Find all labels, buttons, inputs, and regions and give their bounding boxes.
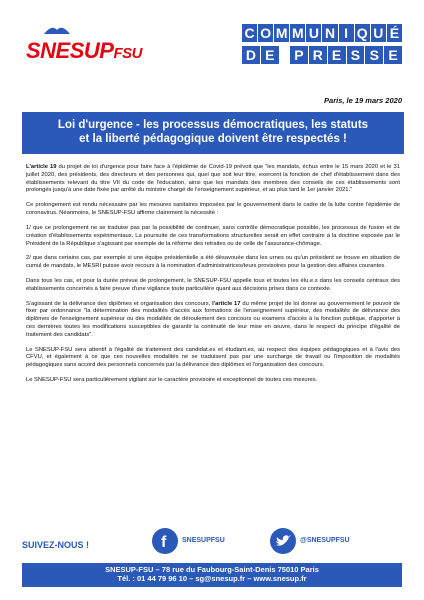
follow-us-label: SUIVEZ-NOUS ! [22, 540, 90, 550]
press-letter: M [291, 25, 304, 41]
flame-icon [42, 24, 72, 36]
press-letter: Q [355, 24, 370, 42]
press-letter: S [365, 46, 383, 64]
press-letter: M [275, 25, 288, 41]
page-title [22, 112, 404, 154]
press-letter [280, 46, 289, 64]
release-date: Paris, le 19 mars 2020 [324, 96, 402, 105]
press-letter: E [261, 46, 279, 64]
press-release-body [26, 164, 400, 392]
press-letter: U [306, 24, 321, 42]
facebook-link[interactable]: SNESUPFSU [182, 537, 225, 544]
press-release-header [242, 24, 402, 68]
press-letter: I [339, 24, 354, 42]
snesup-logo [22, 24, 140, 76]
svg-text:f: f [161, 534, 167, 549]
press-letter: É [387, 24, 402, 42]
logo-main-text: SNESUP [26, 38, 114, 63]
facebook-icon[interactable] [152, 528, 178, 554]
press-letter: E [328, 46, 346, 64]
paragraph: L'article 19 du projet de loi d'urgence pour faire face à l'épidémie de Covid-19 prévoit que "les mandats, échus entre le 15 mars 2020 et le 31 juillet 2020, des présidents, des directeurs et des personnes qui, quel que soit leur titre, exercent la fonction de chef d'établissement dans des établissements relevant du titre VII du code de l'éducation, ainsi que les mandats des membres des conseils de ces établissements sont prolongés jusqu'à une date fixée par arrêté du ministre chargé de l'enseignement supérieur, et au plus tard le 1er janvier 2021." [26, 164, 400, 194]
footer-address: SNESUP-FSU – 78 rue du Faubourg-Saint-Denis 75010 Paris [105, 565, 319, 574]
press-letter: U [371, 24, 386, 42]
press-letter: O [258, 24, 273, 42]
press-letter: S [347, 46, 365, 64]
press-letter: R [309, 46, 327, 64]
paragraph: Le SNESUP-FSU sera attentif à l'égalité de traitement des candidat.es et étudiant.es, au respect des équipes pédagogiques et à l'avis des CFVU, et également à ce que ces nouvelles modalités ne se traduisent pas par une surcharge de travail ou l'imposition de modalités pédagogiques sans accord des personnels concernés par la délivrance des diplômes et l'organisation des concours. [26, 346, 400, 369]
press-letter: E [384, 46, 402, 64]
title-line-2: et la liberté pédagogique doivent être respectés ! [79, 133, 347, 145]
paragraph: 2/ que dans certains cas, par exemple si une équipe présidentielle a été désavouée dans les urnes ou qu'un président se trouve en situation de cumul de mandats, le MESRI puisse avoir recours à la nomination d'administratrices/teurs provisoires pour la gestion des affaires courantes. [26, 255, 400, 270]
footer-contact[interactable]: Tél. : 01 44 79 96 10 – sg@snesup.fr – www.snesup.fr [117, 574, 307, 584]
paragraph: Ce prolongement est rendu nécessaire par les mesures sanitaires imposées par le gouvernement dans le cadre de la lutte contre l'épidémie de coronavirus. Néanmoins, le SNESUP-FSU affirme clairement la nécessité : [26, 202, 400, 217]
paragraph: Le SNESUP-FSU sera particulièrement vigilant sur le caractère provisoire et exceptionnel de toutes ces mesures. [26, 377, 318, 384]
press-letter: C [242, 24, 257, 42]
paragraph: 1/ que ce prolongement ne se traduise pas par la possibilité de continuer, sans contrôle démocratique possible, les processus de fusion et de création d'établissements expérimentaux. La poursuite de ces transformations structurelles serait en effet contraire à la doctrine exposée par le Président de la République s'agissant par exemple de la réforme des retraites ou de celle de l'assurance-chômage. [26, 224, 400, 247]
logo-suffix-text: FSU [113, 45, 142, 62]
paragraph: Dans tous les cas, et pour la durée prévue de prolongement, le SNESUP-FSU appelle tous et toutes les élu.e.s dans les conseils centraux des établissements concernés à faire preuve d'une vigilance toute particulière quant aux décisions prises dans ce contexte. [26, 277, 400, 292]
title-line-1: Loi d'urgence - les processus démocratiques, les statuts [57, 119, 369, 132]
press-letter: P [290, 46, 308, 64]
twitter-icon[interactable] [270, 528, 296, 554]
footer-address-block [22, 563, 402, 587]
press-letter: D [242, 46, 260, 64]
twitter-link[interactable]: @SNESUPFSU [300, 537, 350, 544]
paragraph: S'agissant de la délivrance des diplômes et organisation des concours, l'article 17 du même projet de loi donne au gouvernement le pouvoir de fixer par ordonnance "la détermination des modalités d'accès aux formations de l'enseignement supérieur, des modalités de délivrance des diplômes de l'enseignement supérieur ou des modalités de déroulement des concours ou examens d'accès à la fonction publique, d'apporter à ces dernières toutes les modifications susceptibles de garantir la continuité de leur mise en œuvre, dans le respect du principe d'égalité de traitement des candidats". [26, 300, 400, 338]
press-letter: N [322, 24, 337, 42]
